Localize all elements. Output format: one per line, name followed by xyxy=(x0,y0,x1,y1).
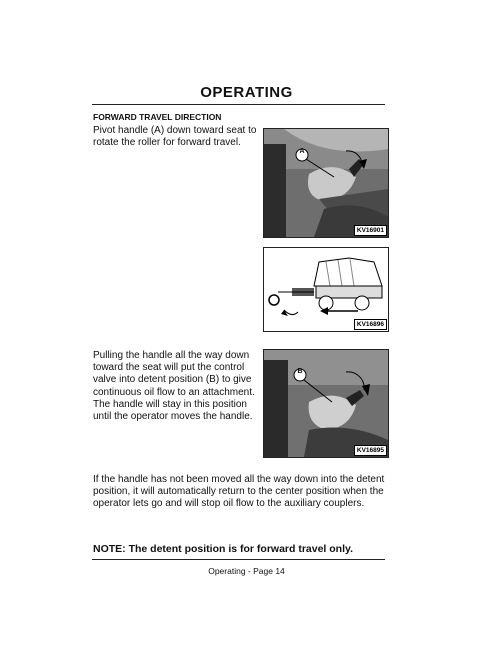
page-footer: Operating - Page 14 xyxy=(208,566,285,576)
skid-steer-diagram xyxy=(263,247,389,332)
detent-note: NOTE: The detent position is for forward travel only. xyxy=(93,543,353,555)
callout-a: A xyxy=(299,148,305,155)
page-title: OPERATING xyxy=(200,84,293,101)
title-rule xyxy=(92,104,385,105)
paragraph-return-center: If the handle has not been moved all the way down into the detent position, it will automatically return to the center position when the operator lets go and will stop oil flow to the auxiliary couplers. xyxy=(93,474,385,510)
paragraph-detent: Pulling the handle all the way down toward the seat will put the control valve into detent position (B) to give continuous oil flow to an attachment. The handle will stay in this position until the operator moves the handle. xyxy=(93,350,255,423)
handle-photo-b xyxy=(263,349,389,458)
section-heading: FORWARD TRAVEL DIRECTION xyxy=(93,112,222,122)
handle-photo-a xyxy=(263,128,389,238)
figure-code-1: KV16901 xyxy=(354,225,387,236)
callout-b: B xyxy=(297,368,303,375)
handle-photo-b-graphic xyxy=(264,350,388,457)
paragraph-forward-travel: Pivot handle (A) down toward seat to rotate the roller for forward travel. xyxy=(93,125,257,149)
figure-code-2: KV16896 xyxy=(354,319,387,330)
footer-rule xyxy=(92,559,385,560)
handle-photo-a-graphic xyxy=(264,129,388,237)
figure-code-3: KV16895 xyxy=(354,445,387,456)
